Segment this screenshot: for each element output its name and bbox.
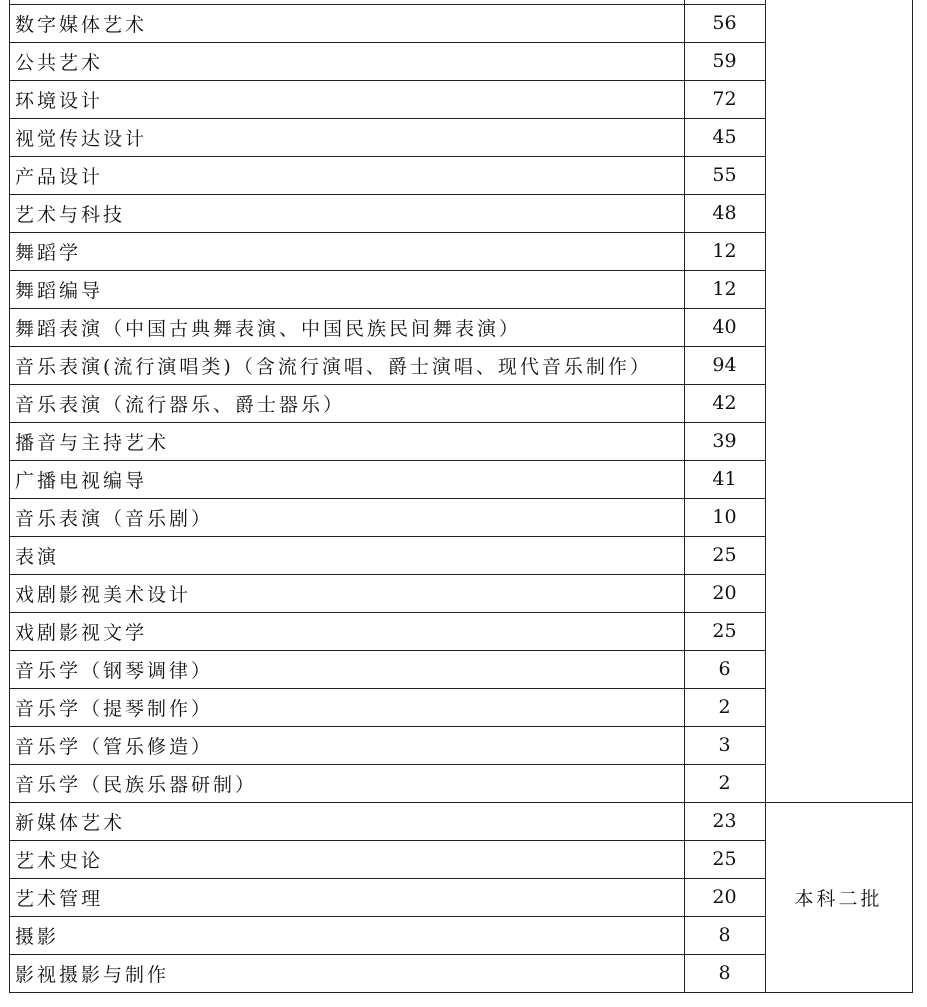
major-name-cell: 舞蹈编导 [15, 279, 104, 302]
row-divider [9, 42, 766, 43]
major-name-cell: 表演 [15, 545, 60, 568]
major-name-cell: 音乐学（民族乐器研制） [15, 773, 258, 796]
enrollment-count-cell: 23 [712, 810, 737, 832]
major-name-cell: 广播电视编导 [15, 469, 148, 492]
row-divider [9, 536, 766, 537]
major-name-cell: 摄影 [15, 925, 60, 948]
enrollment-count-cell: 20 [712, 886, 737, 908]
enrollment-count-cell: 12 [712, 240, 737, 262]
column-divider [765, 0, 766, 993]
enrollment-count-cell: 55 [712, 164, 737, 186]
row-divider [9, 232, 766, 233]
row-divider [9, 460, 766, 461]
enrollment-table [9, 0, 912, 993]
row-divider [9, 346, 766, 347]
row-divider [9, 992, 766, 993]
major-name-cell: 数字媒体艺术 [15, 13, 148, 36]
table-bottom-border [765, 992, 913, 993]
enrollment-count-cell: 6 [718, 658, 731, 680]
major-name-cell: 音乐学（钢琴调律） [15, 659, 214, 682]
row-divider [9, 384, 766, 385]
major-name-cell: 播音与主持艺术 [15, 431, 170, 454]
column-divider [9, 0, 10, 993]
enrollment-count-cell: 10 [712, 506, 737, 528]
enrollment-count-cell: 56 [712, 12, 737, 34]
major-name-cell: 新媒体艺术 [15, 811, 126, 834]
major-name-cell: 艺术管理 [15, 887, 104, 910]
major-name-cell: 舞蹈表演（中国古典舞表演、中国民族民间舞表演） [15, 317, 522, 340]
major-name-cell: 环境设计 [15, 89, 104, 112]
row-divider [9, 688, 766, 689]
enrollment-count-cell: 2 [718, 772, 731, 794]
major-name-cell: 影视摄影与制作 [15, 963, 170, 986]
major-name-cell: 音乐学（提琴制作） [15, 697, 214, 720]
row-divider [9, 156, 766, 157]
column-divider [912, 0, 913, 993]
major-name-cell: 产品设计 [15, 165, 104, 188]
enrollment-count-cell: 42 [712, 392, 737, 414]
row-divider [9, 916, 766, 917]
enrollment-count-cell: 12 [712, 278, 737, 300]
row-divider [9, 954, 766, 955]
major-name-cell: 音乐表演（流行器乐、爵士器乐） [15, 393, 346, 416]
enrollment-count-cell: 8 [718, 962, 731, 984]
row-divider [9, 80, 766, 81]
enrollment-count-cell: 2 [718, 696, 731, 718]
admission-batch-cell: 本科二批 [794, 887, 883, 910]
major-name-cell: 视觉传达设计 [15, 127, 148, 150]
enrollment-count-cell: 45 [712, 126, 737, 148]
row-divider [9, 308, 766, 309]
enrollment-count-cell: 94 [712, 354, 737, 376]
major-name-cell: 公共艺术 [15, 51, 104, 74]
admission-batch-cell [765, 4, 912, 802]
enrollment-count-cell: 25 [712, 544, 737, 566]
enrollment-count-cell: 40 [712, 316, 737, 338]
row-divider [9, 878, 766, 879]
enrollment-count-cell: 48 [712, 202, 737, 224]
row-divider [9, 840, 766, 841]
major-name-cell: 音乐表演（音乐剧） [15, 507, 214, 530]
enrollment-count-cell: 3 [718, 734, 731, 756]
major-name-cell: 舞蹈学 [15, 241, 82, 264]
row-divider [9, 802, 766, 803]
enrollment-count-cell: 20 [712, 582, 737, 604]
enrollment-count-cell: 41 [712, 468, 737, 490]
row-divider [9, 4, 766, 5]
major-name-cell: 音乐学（管乐修造） [15, 735, 214, 758]
enrollment-count-cell: 59 [712, 50, 737, 72]
row-divider [9, 574, 766, 575]
enrollment-count-cell: 72 [712, 88, 737, 110]
row-divider [9, 612, 766, 613]
major-name-cell: 戏剧影视美术设计 [15, 583, 192, 606]
enrollment-count-cell: 39 [712, 430, 737, 452]
major-name-cell: 戏剧影视文学 [15, 621, 148, 644]
enrollment-count-cell: 25 [712, 620, 737, 642]
enrollment-count-cell: 8 [718, 924, 731, 946]
batch-divider [765, 802, 913, 803]
major-name-cell: 音乐表演(流行演唱类)（含流行演唱、爵士演唱、现代音乐制作） [15, 355, 652, 378]
major-name-cell: 艺术史论 [15, 849, 104, 872]
column-divider [684, 0, 685, 993]
row-divider [9, 118, 766, 119]
enrollment-count-cell: 25 [712, 848, 737, 870]
row-divider [9, 270, 766, 271]
row-divider [9, 726, 766, 727]
row-divider [9, 498, 766, 499]
row-divider [9, 194, 766, 195]
row-divider [9, 650, 766, 651]
row-divider [9, 422, 766, 423]
row-divider [9, 764, 766, 765]
major-name-cell: 艺术与科技 [15, 203, 126, 226]
